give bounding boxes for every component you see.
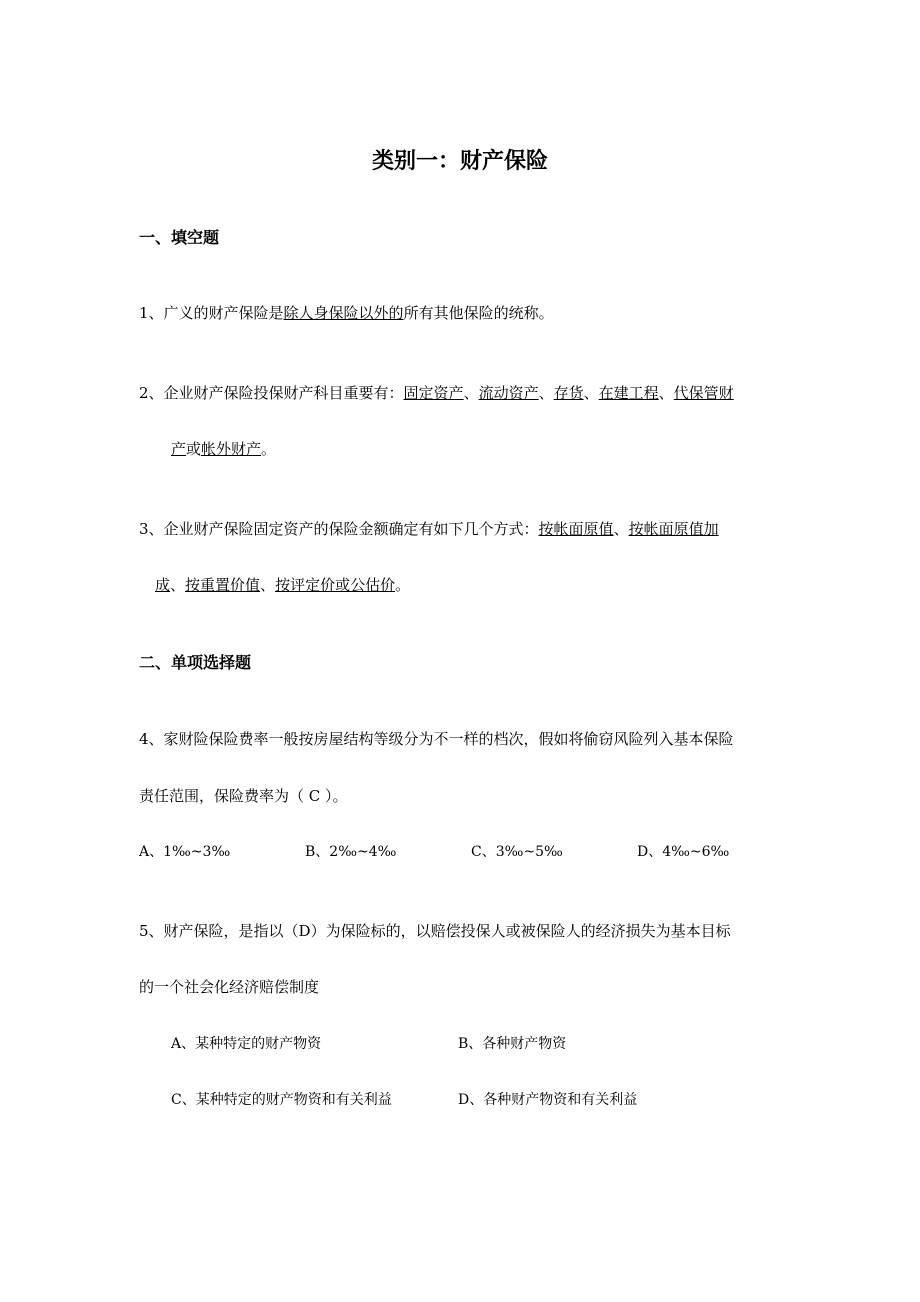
q2-answer-2: 流动资产	[478, 384, 539, 402]
q5-option-c: C、某种特定的财产物资和有关利益	[171, 1092, 392, 1108]
question-5-line-1: 5、财产保险，是指以（D）为保险标的，以赔偿投保人或被保险人的经济损失为基本目标	[139, 922, 731, 940]
question-3-line-2	[155, 573, 805, 597]
q4-option-c: C、3‰~5‰	[471, 844, 563, 860]
question-2-line-1	[139, 381, 789, 405]
q1-answer: 除人身保险以外的	[283, 304, 404, 322]
q2-end: 。	[261, 440, 277, 458]
question-5-line-2: 的一个社会化经济赔偿制度	[139, 978, 320, 996]
q2-separator: 、	[658, 384, 674, 402]
question-4-line-2: 责任范围，保险费率为（ C ）。	[139, 787, 348, 805]
q2-connector: 或	[186, 440, 202, 458]
q3-answer-3: 按重置价值	[185, 576, 261, 594]
q3-separator: 、	[613, 520, 629, 538]
page-title: 类别一：财产保险	[371, 149, 548, 174]
q3-answer-2: 按帐面原值加	[628, 520, 719, 538]
q3-prefix: 3、企业财产保险固定资产的保险金额确定有如下几个方式：	[139, 520, 539, 538]
question-2-line-2	[171, 437, 821, 461]
q2-prefix: 2、企业财产保险投保财产科目重要有：	[139, 384, 404, 402]
q2-answer-5-cont: 产	[171, 440, 187, 458]
q4-option-b: B、2‰~4‰	[305, 844, 397, 860]
q5-option-b: B、各种财产物资	[458, 1036, 567, 1052]
q2-separator: 、	[463, 384, 479, 402]
q3-end: 。	[395, 576, 411, 594]
q5-option-d: D、各种财产物资和有关利益	[458, 1092, 638, 1108]
q3-answer-2-cont: 成	[155, 576, 171, 594]
question-1	[139, 301, 789, 325]
q4-option-a: A、1‰~3‰	[139, 844, 231, 860]
q4-option-d: D、4‰~6‰	[637, 844, 730, 860]
q3-separator: 、	[260, 576, 276, 594]
q1-prefix: 1、广义的财产保险是	[139, 304, 284, 322]
q2-answer-1: 固定资产	[403, 384, 464, 402]
q2-answer-5: 代保管财	[673, 384, 734, 402]
q2-answer-6: 帐外财产	[201, 440, 262, 458]
section-heading-single-choice: 二、单项选择题	[139, 653, 252, 672]
question-3-line-1	[139, 517, 789, 541]
q2-answer-3: 存货	[553, 384, 584, 402]
question-4-line-1: 4、家财险保险费率一般按房屋结构等级分为不一样的档次，假如将偷窃风险列入基本保险	[139, 730, 734, 748]
q2-answer-4: 在建工程	[598, 384, 659, 402]
q2-separator: 、	[538, 384, 554, 402]
q3-separator: 、	[170, 576, 186, 594]
q1-suffix: 所有其他保险的统称。	[403, 304, 554, 322]
q5-option-a: A、某种特定的财产物资	[171, 1036, 322, 1052]
q3-answer-1: 按帐面原值	[538, 520, 614, 538]
q3-answer-4: 按评定价或公估价	[275, 576, 396, 594]
q2-separator: 、	[583, 384, 599, 402]
section-heading-fill-blank: 一、填空题	[139, 228, 220, 247]
